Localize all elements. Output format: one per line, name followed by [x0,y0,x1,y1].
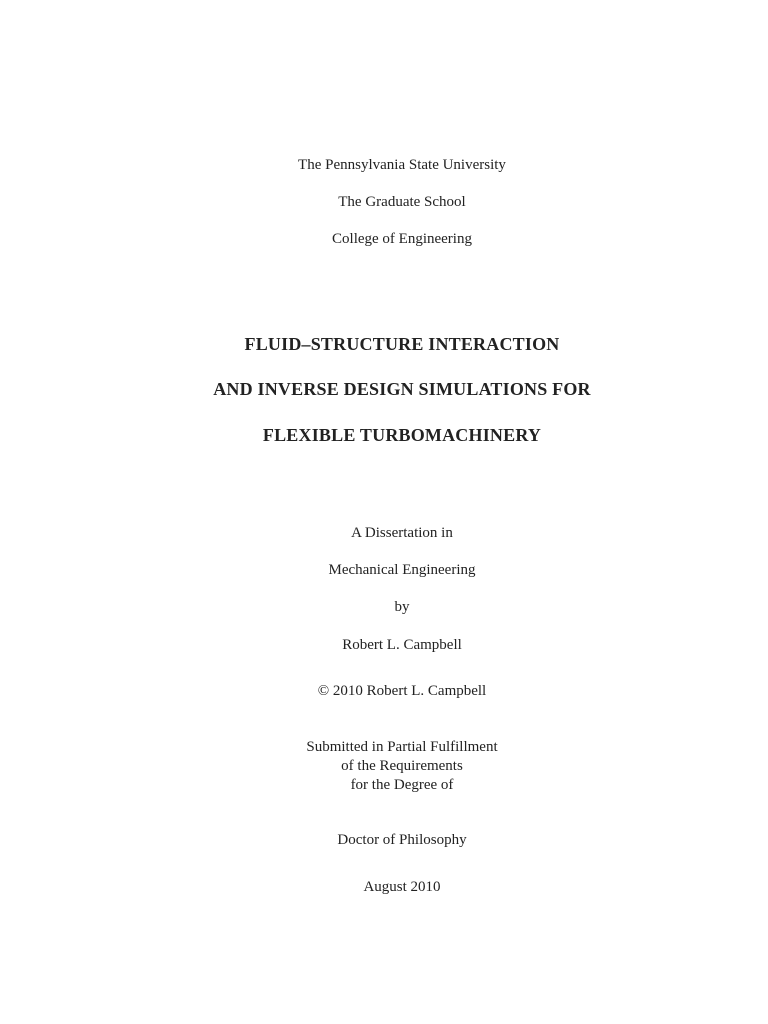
author-name: Robert L. Campbell [342,637,462,653]
copyright-notice: © 2010 Robert L. Campbell [317,683,487,699]
graduate-school: The Graduate School [338,194,466,210]
university-name: The Pennsylvania State University [298,157,506,173]
by-label: by [394,599,410,615]
dissertation-title-line-2: AND INVERSE DESIGN SIMULATIONS FOR [213,379,591,399]
submission-statement-line-3: for the Degree of [350,777,454,793]
field-of-study: Mechanical Engineering [328,562,476,578]
dissertation-title-line-1: FLUID–STRUCTURE INTERACTION [244,334,560,354]
degree-name: Doctor of Philosophy [337,832,467,848]
dissertation-title-line-3: FLEXIBLE TURBOMACHINERY [262,425,542,445]
dissertation-type: A Dissertation in [351,525,453,541]
college-name: College of Engineering [332,231,472,247]
submission-statement-line-2: of the Requirements [341,758,463,774]
submission-date: August 2010 [363,879,441,895]
submission-statement-line-1: Submitted in Partial Fulfillment [306,739,498,755]
